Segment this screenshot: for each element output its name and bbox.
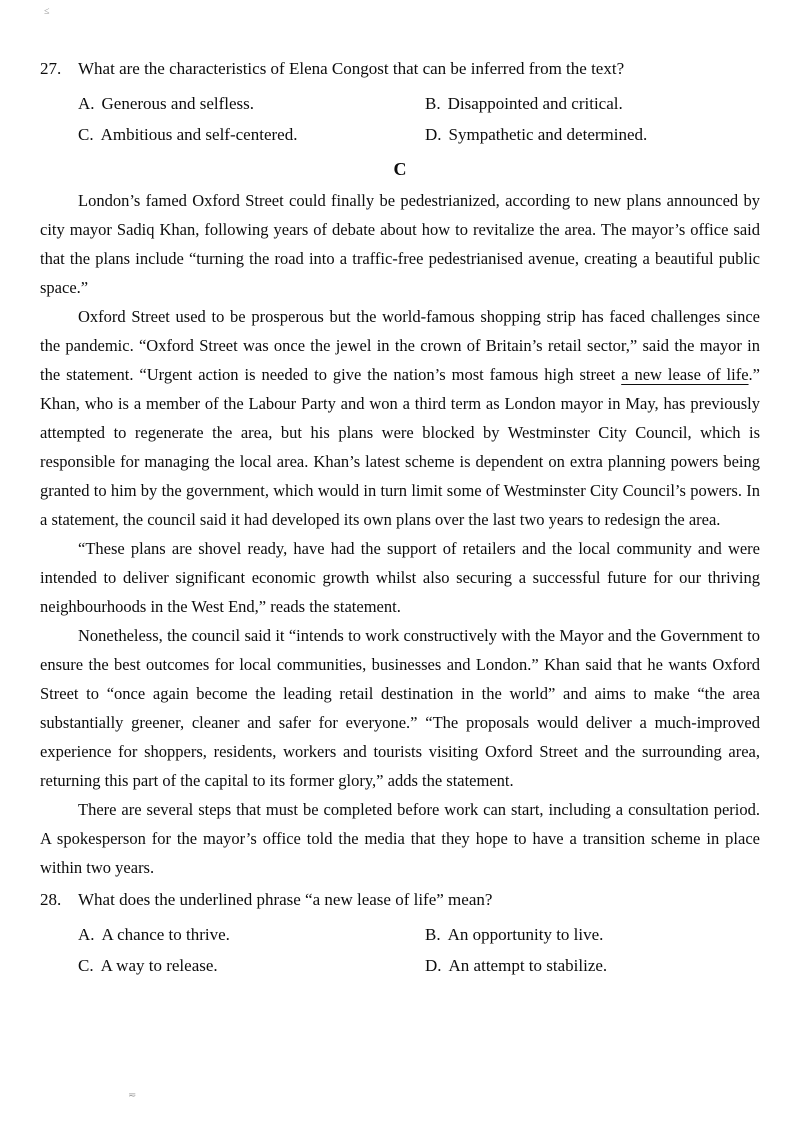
passage-paragraph-2 <box>40 302 760 534</box>
question-27-text: What are the characteristics of Elena Congost that can be inferred from the text? <box>78 59 625 78</box>
option-27-d: D. Sympathetic and determined. <box>425 125 648 144</box>
passage-paragraph-4: Nonetheless, the council said it “intends to work constructively with the Mayor and the Government to ensure the best outcomes for local communities, businesses and London.” Khan said that he wants Oxford Street to “once again become the leading retail destination in the world” and aims to make “the area substantially greener, cleaner and safer for everyone.” “The proposals would deliver a much-improved experience for shoppers, residents, workers and tourists visiting Oxford Street and the surrounding area, returning this part of the capital to its former glory,” adds the statement. <box>40 626 760 790</box>
option-28-a: A. A chance to thrive. <box>78 925 230 944</box>
question-28 <box>40 885 760 915</box>
section-label: C <box>393 159 407 179</box>
question-27-number: 27. <box>40 59 62 78</box>
paragraph-2-text-after: .” Khan, who is a member of the Labour Party and won a third term as London mayor in May, has previously attempted to regenerate the area, but his plans were blocked by Westminster City Council, which is responsible for managing the local area. Khan’s latest scheme is dependent on extra planning powers being granted to him by the government, which would in turn limit some of Westminster City Council’s powers. In a statement, the council said it had developed its own plans over the last two years to redesign the area. <box>40 365 760 529</box>
passage-paragraph-1: London’s famed Oxford Street could finally be pedestrianized, according to new plans announced by city mayor Sadiq Khan, following years of debate about how to revitalize the area. The mayor’s office said that the plans include “turning the road into a traffic-free pedestrianised avenue, creating a beautiful public space.” <box>40 191 760 297</box>
scan-artifact: ≂ <box>128 1090 137 1101</box>
underlined-phrase: a new lease of life <box>621 365 749 384</box>
option-28-d: D. An attempt to stabilize. <box>425 956 608 975</box>
option-27-b: B. Disappointed and critical. <box>425 94 623 113</box>
paragraph-2-text-before: Oxford Street used to be prosperous but the world-famous shopping strip has faced challenges since the pandemic. “Oxford Street was once the jewel in the crown of Britain’s retail sector,” said the mayor in the statement. “Urgent action is needed to give the nation’s most famous high street <box>40 307 760 384</box>
reading-passage <box>40 186 760 882</box>
question-28-options <box>40 919 760 981</box>
question-27-options <box>40 88 760 150</box>
question-28-number: 28. <box>40 890 62 909</box>
passage-paragraph-5: There are several steps that must be completed before work can start, including a consultation period. A spokesperson for the mayor’s office told the media that they hope to have a transition scheme in place within two years. <box>40 800 760 877</box>
option-27-a: A. Generous and selfless. <box>78 94 255 113</box>
question-27 <box>40 54 760 84</box>
option-27-c: C. Ambitious and self-centered. <box>78 125 298 144</box>
option-28-c: C. A way to release. <box>78 956 218 975</box>
option-28-b: B. An opportunity to live. <box>425 925 604 944</box>
question-28-text: What does the underlined phrase “a new lease of life” mean? <box>78 890 493 909</box>
scan-artifact: ≤ <box>44 6 50 17</box>
passage-paragraph-3: “These plans are shovel ready, have had the support of retailers and the local community and were intended to deliver significant economic growth whilst also securing a successful future for our thriving neighbourhoods in the West End,” reads the statement. <box>40 539 760 616</box>
